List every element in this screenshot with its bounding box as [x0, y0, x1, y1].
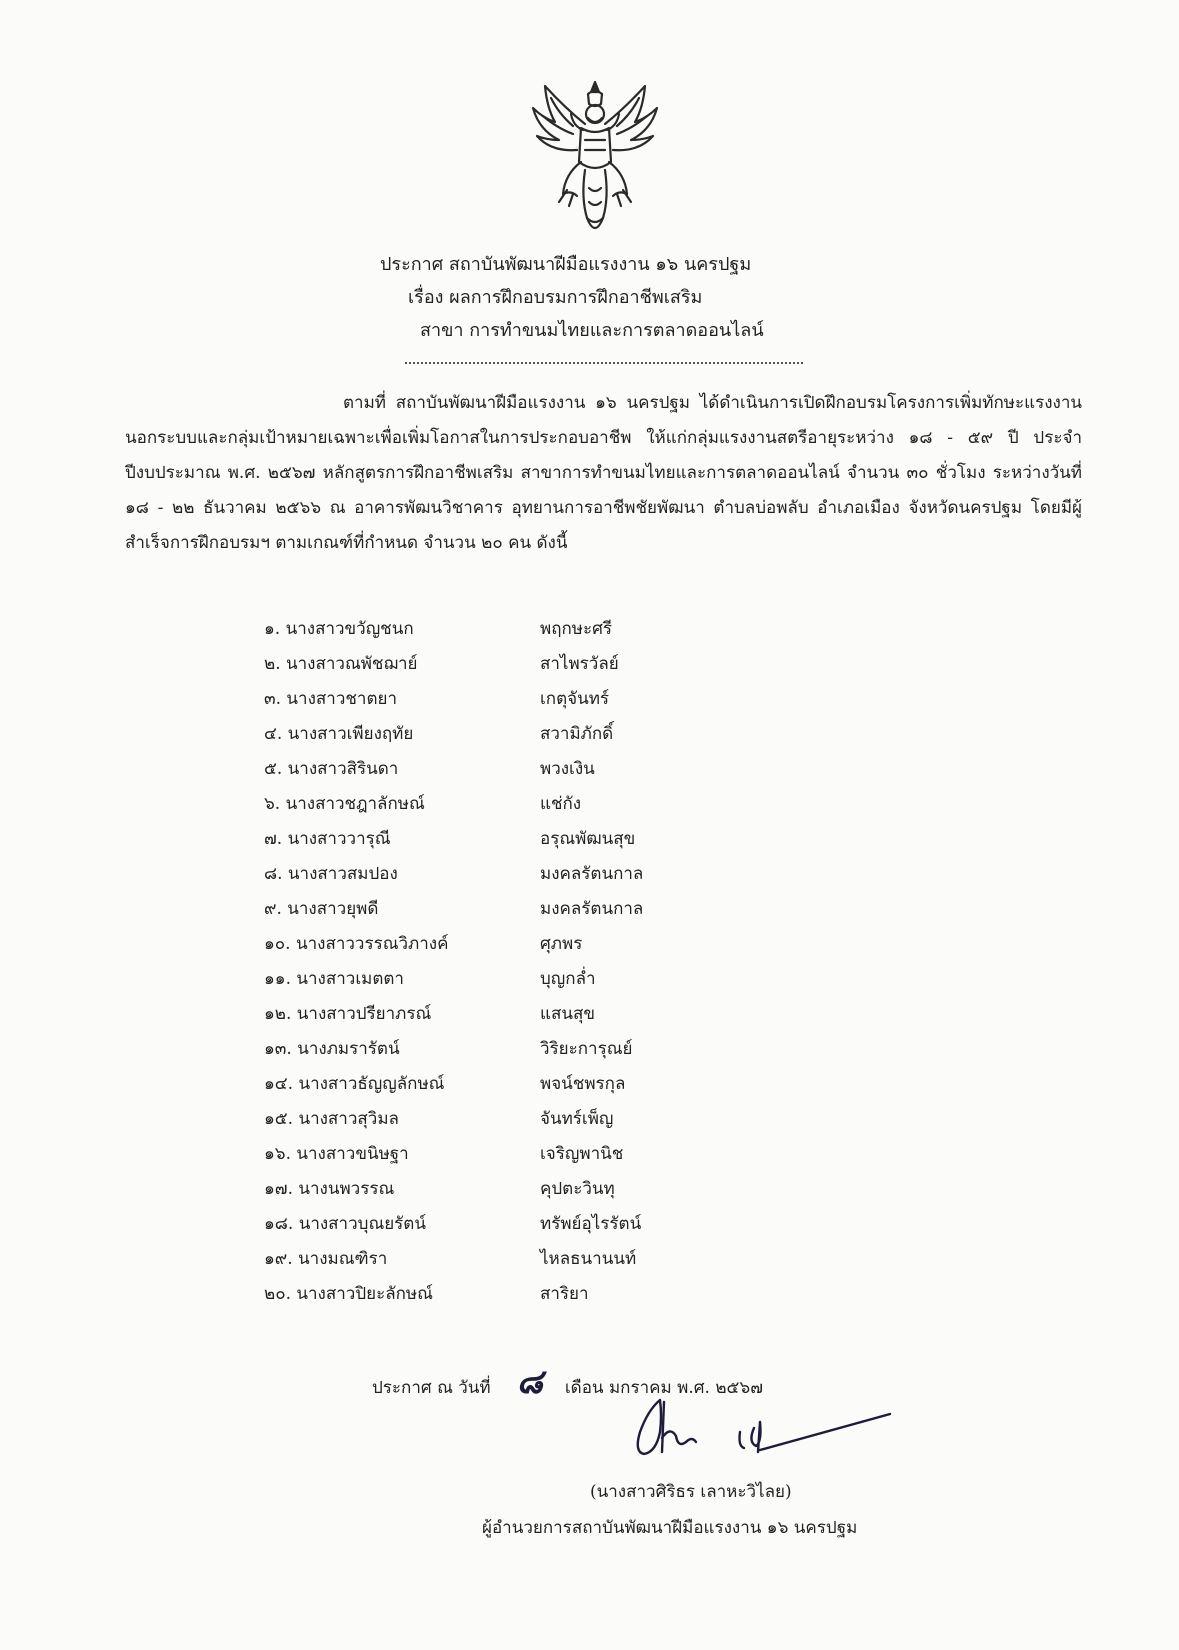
participant-first-name: ๑๙. นางมณฑิรา [264, 1249, 388, 1269]
participant-row [264, 1137, 643, 1172]
participant-last-name: สาไพรวัลย์ [540, 654, 619, 674]
participant-last-name: แสนสุข [540, 1004, 595, 1024]
participant-row [264, 927, 643, 962]
participant-last-name: เกตุจันทร์ [540, 689, 610, 709]
participant-first-name: ๑๒. นางสาวปรียาภรณ์ [264, 1004, 432, 1024]
participant-first-name: ๙. นางสาวยุพดี [264, 899, 379, 919]
participant-first-name: ๘. นางสาวสมปอง [264, 864, 398, 884]
participant-last-name: ทรัพย์อุไรรัตน์ [540, 1214, 642, 1234]
handwritten-signature [620, 1392, 900, 1462]
participant-list [264, 612, 643, 1312]
date-suffix: เดือน มกราคม พ.ศ. ๒๕๖๗ [564, 1378, 763, 1398]
participant-row [264, 1242, 643, 1277]
participant-last-name: บุญกล่ำ [540, 969, 596, 989]
participant-last-name: เจริญพานิช [540, 1144, 624, 1164]
body-paragraph: ตามที่ สถาบันพัฒนาฝีมือแรงงาน ๑๖ นครปฐม ได้ดำเนินการเปิดฝึกอบรมโครงการเพิ่มทักษะแรงงานนอกระบบและกลุ่มเป้าหมายเฉพาะเพื่อเพิ่มโอกาสในการประกอบอาชีพ ให้แก่กลุ่มแรงงานสตรีอายุระหว่าง ๑๘ - ๕๙ ปี ประจำปีงบประมาณ พ.ศ. ๒๕๖๗ หลักสูตรการฝึกอาชีพเสริม สาขาการทำขนมไทยและการตลาดออนไลน์ จำนวน ๓๐ ชั่วโมง ระหว่างวันที่ ๑๘ - ๒๒ ธันวาคม ๒๕๖๖ ณ อาคารพัฒนวิชาคาร อุทยานการอาชีพชัยพัฒนา ตำบลบ่อพลับ อำเภอเมือง จังหวัดนครปฐม โดยมีผู้สำเร็จการฝึกอบรมฯ ตามเกณฑ์ที่กำหนด จำนวน ๒๐ คน ดังนี้ [125, 393, 1082, 553]
dotted-divider [405, 362, 803, 364]
heading-branch: สาขา การทำขนมไทยและการตลาดออนไลน์ [420, 320, 764, 341]
garuda-emblem-icon [525, 78, 665, 230]
announcement-body [125, 386, 1082, 561]
participant-row [264, 822, 643, 857]
participant-first-name: ๖. นางสาวชฎาลักษณ์ [264, 794, 425, 814]
participant-last-name: ศุภพร [540, 934, 583, 954]
participant-last-name: ไหลธนานนท์ [540, 1249, 637, 1269]
participant-row [264, 752, 643, 787]
participant-row [264, 647, 643, 682]
signer-name: (นางสาวศิริธร เลาหะวิไลย) [590, 1482, 792, 1502]
participant-first-name: ๑๔. นางสาวธัญญลักษณ์ [264, 1074, 445, 1094]
participant-last-name: พฤกษะศรี [540, 619, 613, 639]
participant-row [264, 682, 643, 717]
participant-row [264, 962, 643, 997]
participant-last-name: คุปตะวินทุ [540, 1179, 615, 1199]
participant-last-name: มงคลรัตนกาล [540, 899, 644, 919]
participant-first-name: ๑๘. นางสาวบุณยรัตน์ [264, 1214, 426, 1234]
announcement-heading [380, 248, 764, 347]
participant-row [264, 997, 643, 1032]
participant-row [264, 612, 643, 647]
participant-last-name: สวามิภักดิ์ [540, 724, 614, 744]
participant-row [264, 717, 643, 752]
participant-first-name: ๑๑. นางสาวเมตตา [264, 969, 404, 989]
heading-subject: เรื่อง ผลการฝึกอบรมการฝึกอาชีพเสริม [408, 287, 703, 308]
heading-title: ประกาศ สถาบันพัฒนาฝีมือแรงงาน ๑๖ นครปฐม [380, 254, 752, 275]
participant-last-name: แช่กัง [540, 794, 582, 814]
participant-row [264, 1277, 643, 1312]
participant-row [264, 1067, 643, 1102]
participant-row [264, 1102, 643, 1137]
participant-last-name: พวงเงิน [540, 759, 595, 779]
participant-first-name: ๑๖. นางสาวขนิษฐา [264, 1144, 409, 1164]
participant-first-name: ๑๗. นางนพวรรณ [264, 1179, 395, 1199]
signer-position: ผู้อำนวยการสถาบันพัฒนาฝีมือแรงงาน ๑๖ นครปฐม [482, 1518, 858, 1538]
participant-last-name: มงคลรัตนกาล [540, 864, 644, 884]
participant-last-name: พจน์ชพรกุล [540, 1074, 626, 1094]
participant-row [264, 1172, 643, 1207]
participant-last-name: จันทร์เพ็ญ [540, 1109, 614, 1129]
participant-row [264, 892, 643, 927]
participant-first-name: ๒๐. นางสาวปิยะลักษณ์ [264, 1284, 433, 1304]
participant-first-name: ๑๐. นางสาววรรณวิภางค์ [264, 934, 449, 954]
participant-first-name: ๓. นางสาวชาตยา [264, 689, 397, 709]
participant-first-name: ๒. นางสาวณพัชฌาย์ [264, 654, 418, 674]
participant-first-name: ๑๕. นางสาวสุวิมล [264, 1109, 399, 1129]
participant-row [264, 1032, 643, 1067]
participant-row [264, 857, 643, 892]
participant-first-name: ๗. นางสาววารุณี [264, 829, 391, 849]
participant-row [264, 1207, 643, 1242]
date-day: ๘ [516, 1362, 543, 1402]
participant-first-name: ๑๓. นางภมรารัตน์ [264, 1039, 400, 1059]
date-prefix: ประกาศ ณ วันที่ [372, 1378, 491, 1398]
participant-last-name: วิริยะการุณย์ [540, 1039, 633, 1059]
participant-first-name: ๕. นางสาวสิรินดา [264, 759, 399, 779]
participant-first-name: ๔. นางสาวเพียงฤทัย [264, 724, 414, 744]
participant-first-name: ๑. นางสาวขวัญชนก [264, 619, 414, 639]
participant-row [264, 787, 643, 822]
participant-last-name: สาริยา [540, 1284, 589, 1304]
participant-last-name: อรุณพัฒนสุข [540, 829, 636, 849]
